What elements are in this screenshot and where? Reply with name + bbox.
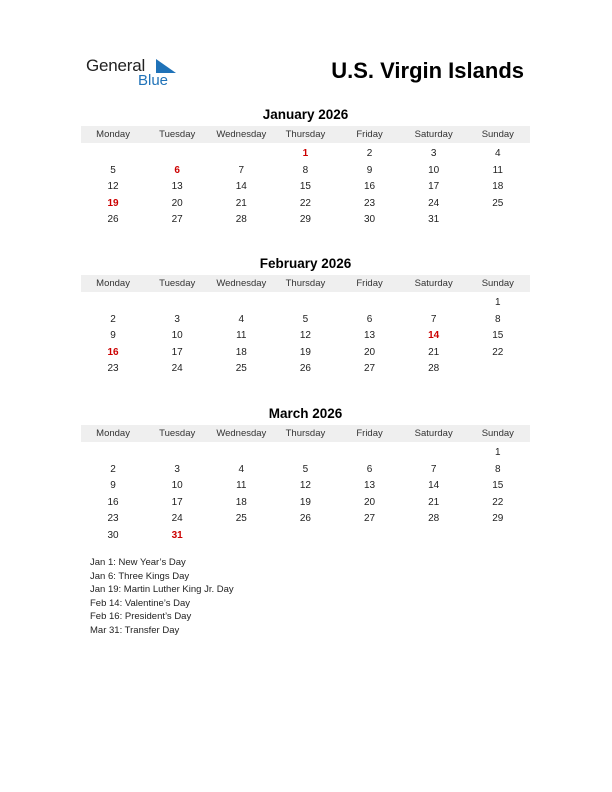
day-cell: 21 <box>428 496 440 508</box>
day-cell: 28 <box>235 214 247 226</box>
day-cell: 24 <box>428 197 440 209</box>
day-cell: 6 <box>174 164 180 176</box>
month-january <box>81 106 530 229</box>
empty-day-cell <box>402 295 466 312</box>
weekday-label: Saturday <box>414 129 453 140</box>
empty-day-cell <box>145 445 209 462</box>
weekday-header <box>81 126 530 143</box>
day-cell: 17 <box>428 181 440 193</box>
day-cell: 5 <box>302 313 309 325</box>
day-cell: 30 <box>107 529 119 541</box>
holiday-item: Feb 14: Valentine’s Day <box>90 597 190 609</box>
month-february <box>81 255 530 378</box>
empty-day-cell <box>402 528 466 545</box>
weekday-label: Monday <box>96 428 130 439</box>
logo-blue-text: Blue <box>138 72 169 89</box>
day-cell: 18 <box>235 496 247 508</box>
day-cell: 25 <box>235 363 247 375</box>
empty-day-cell <box>466 528 530 545</box>
weekday-label: Sunday <box>481 278 514 289</box>
day-cell: 4 <box>238 313 245 325</box>
empty-day-cell <box>81 445 145 462</box>
month-title: March 2026 <box>268 406 343 421</box>
weekday-header <box>81 275 530 292</box>
weekday-label: Tuesday <box>159 428 196 439</box>
day-grid <box>81 146 530 229</box>
day-cell: 10 <box>171 330 183 342</box>
day-cell: 6 <box>366 463 373 475</box>
empty-day-cell <box>338 528 402 545</box>
day-cell: 4 <box>238 463 245 475</box>
empty-day-cell <box>273 528 337 545</box>
day-cell: 11 <box>236 330 247 342</box>
day-cell: 16 <box>107 496 119 508</box>
day-cell: 25 <box>235 513 247 525</box>
empty-day-cell <box>81 295 145 312</box>
weekday-label: Saturday <box>414 428 453 439</box>
empty-day-cell <box>338 295 402 312</box>
empty-day-cell <box>209 295 273 312</box>
empty-day-cell <box>81 146 145 163</box>
day-cell: 26 <box>299 363 311 375</box>
holiday-item: Jan 1: New Year’s Day <box>90 557 186 568</box>
country-title: U.S. Virgin Islands <box>331 58 524 83</box>
empty-day-cell <box>209 146 273 163</box>
holiday-item: Jan 6: Three Kings Day <box>90 570 190 582</box>
day-cell: 11 <box>492 164 503 176</box>
day-grid <box>81 295 530 378</box>
day-cell: 5 <box>110 164 116 176</box>
day-cell: 7 <box>430 463 437 475</box>
day-cell: 3 <box>430 148 437 159</box>
day-cell: 28 <box>428 513 440 525</box>
weekday-label: Friday <box>356 278 383 289</box>
holiday-item: Jan 19: Martin Luther King Jr. Day <box>90 584 234 595</box>
day-cell: 9 <box>110 480 116 492</box>
generalblue-logo <box>86 56 186 92</box>
day-cell: 7 <box>430 313 437 325</box>
weekday-label: Thursday <box>285 428 326 439</box>
weekday-label: Tuesday <box>159 278 196 289</box>
day-cell: 27 <box>364 363 376 375</box>
empty-day-cell <box>209 445 273 462</box>
empty-day-cell <box>145 295 209 312</box>
day-cell: 9 <box>366 164 373 176</box>
day-cell: 19 <box>299 496 311 508</box>
month-title: January 2026 <box>262 107 349 122</box>
holiday-item: Mar 31: Transfer Day <box>90 624 180 636</box>
day-cell: 24 <box>171 363 183 375</box>
day-cell: 20 <box>171 197 183 209</box>
day-cell: 13 <box>364 330 376 342</box>
day-cell: 23 <box>107 513 119 525</box>
day-cell: 28 <box>428 363 440 375</box>
month-march <box>81 405 530 545</box>
day-cell: 23 <box>107 363 119 375</box>
day-cell: 15 <box>492 480 504 492</box>
day-cell: 22 <box>492 346 504 358</box>
day-cell: 17 <box>171 346 183 358</box>
day-cell: 14 <box>428 480 440 492</box>
day-cell: 4 <box>495 148 501 159</box>
day-cell: 16 <box>107 346 119 358</box>
day-cell: 22 <box>492 496 504 508</box>
day-cell: 12 <box>299 330 311 342</box>
empty-day-cell <box>273 295 337 312</box>
empty-day-cell <box>466 212 530 229</box>
logo-general-text: General <box>86 56 146 75</box>
weekday-label: Wednesday <box>216 428 267 439</box>
day-cell: 21 <box>235 197 247 209</box>
day-cell: 26 <box>299 513 311 525</box>
weekday-label: Wednesday <box>216 278 267 289</box>
day-grid <box>81 445 530 545</box>
day-cell: 20 <box>364 496 376 508</box>
day-cell: 3 <box>174 313 180 325</box>
weekday-label: Friday <box>356 129 383 140</box>
day-cell: 2 <box>110 313 116 325</box>
empty-day-cell <box>338 445 402 462</box>
day-cell: 15 <box>492 330 504 342</box>
day-cell: 30 <box>364 214 376 226</box>
day-cell: 10 <box>171 480 183 492</box>
day-cell: 24 <box>171 513 183 525</box>
day-cell: 12 <box>107 181 119 193</box>
day-cell: 29 <box>299 214 311 226</box>
day-cell: 14 <box>235 181 247 193</box>
day-cell: 1 <box>495 447 501 458</box>
holiday-item: Feb 16: President’s Day <box>90 611 192 622</box>
day-cell: 13 <box>171 181 183 193</box>
day-cell: 2 <box>366 148 373 159</box>
day-cell: 8 <box>302 164 309 176</box>
day-cell: 27 <box>171 214 183 226</box>
day-cell: 16 <box>364 181 376 193</box>
day-cell: 18 <box>492 181 504 193</box>
day-cell: 12 <box>299 480 311 492</box>
day-cell: 8 <box>495 463 501 475</box>
day-cell: 11 <box>236 480 247 492</box>
day-cell: 27 <box>364 513 376 525</box>
day-cell: 7 <box>238 164 245 176</box>
day-cell: 23 <box>364 197 376 209</box>
day-cell: 25 <box>492 197 504 209</box>
day-cell: 31 <box>428 214 440 226</box>
day-cell: 14 <box>428 330 440 342</box>
day-cell: 15 <box>299 181 311 193</box>
weekday-label: Sunday <box>481 129 514 140</box>
empty-day-cell <box>209 528 273 545</box>
day-cell: 6 <box>366 313 373 325</box>
month-title: February 2026 <box>259 256 352 271</box>
day-cell: 8 <box>495 313 501 325</box>
day-cell: 18 <box>235 346 247 358</box>
weekday-label: Thursday <box>285 129 326 140</box>
day-cell: 19 <box>299 346 311 358</box>
empty-day-cell <box>273 445 337 462</box>
day-cell: 2 <box>110 463 116 475</box>
weekday-label: Monday <box>96 129 130 140</box>
empty-day-cell <box>145 146 209 163</box>
weekday-label: Saturday <box>414 278 453 289</box>
weekday-label: Thursday <box>285 278 326 289</box>
day-cell: 22 <box>299 197 311 209</box>
day-cell: 1 <box>495 297 501 308</box>
day-cell: 20 <box>364 346 376 358</box>
day-cell: 17 <box>171 496 183 508</box>
weekday-header <box>81 425 530 442</box>
day-cell: 9 <box>110 330 116 342</box>
day-cell: 19 <box>107 197 119 209</box>
day-cell: 1 <box>302 148 309 159</box>
day-cell: 13 <box>364 480 376 492</box>
empty-day-cell <box>402 445 466 462</box>
day-cell: 31 <box>171 529 183 541</box>
empty-day-cell <box>466 361 530 378</box>
day-cell: 3 <box>174 463 180 475</box>
day-cell: 21 <box>428 346 440 358</box>
weekday-label: Tuesday <box>159 129 196 140</box>
day-cell: 10 <box>428 164 440 176</box>
logo-triangle-icon <box>156 59 176 73</box>
day-cell: 5 <box>302 463 309 475</box>
holiday-list <box>90 556 234 637</box>
weekday-label: Sunday <box>481 428 514 439</box>
weekday-label: Monday <box>96 278 130 289</box>
day-cell: 26 <box>107 214 119 226</box>
weekday-label: Friday <box>356 428 383 439</box>
weekday-label: Wednesday <box>216 129 267 140</box>
day-cell: 29 <box>492 513 504 525</box>
